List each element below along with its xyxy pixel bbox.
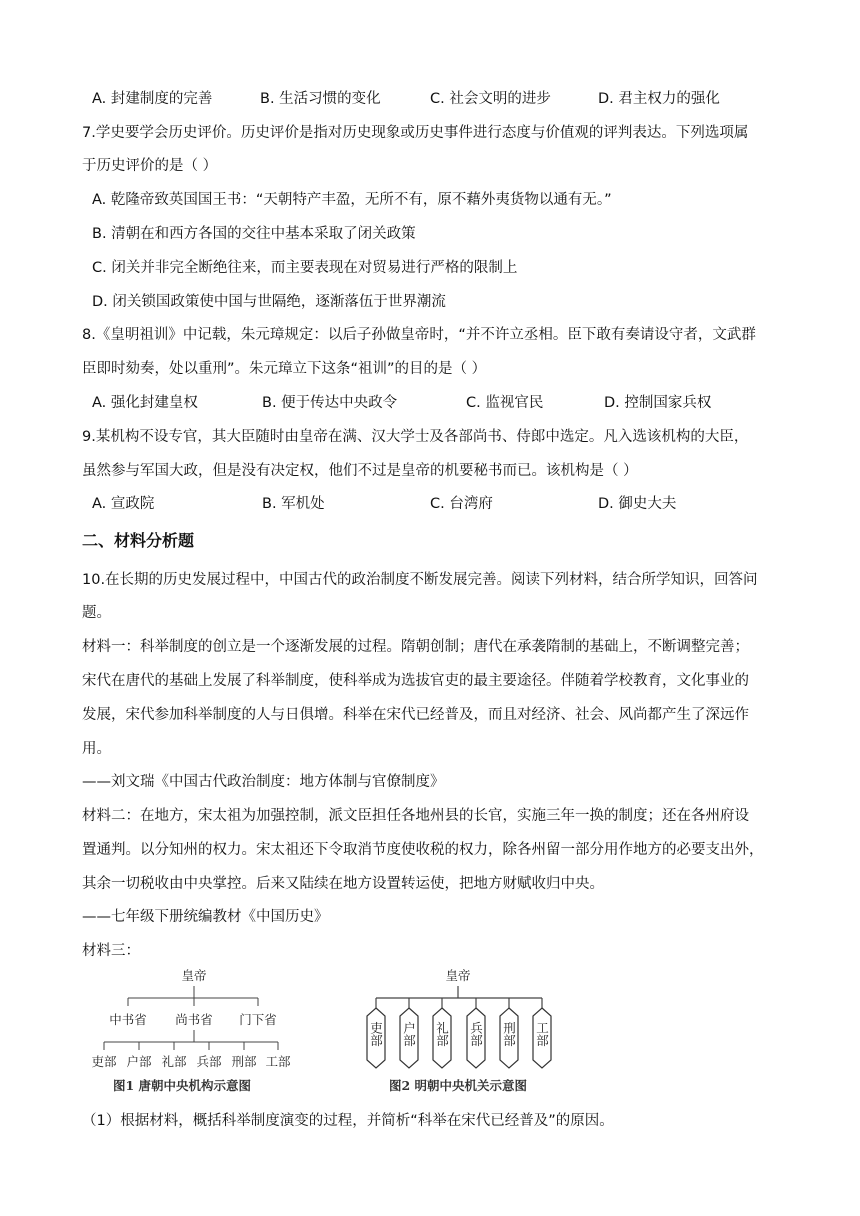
fig2-box-label: 兵部 xyxy=(468,1021,484,1047)
material1-source: ——刘文瑞《中国古代政治制度：地方体制与官僚制度》 xyxy=(82,774,445,790)
tang-structure-diagram xyxy=(82,966,312,1102)
fig1-bottom-node: 工部 xyxy=(265,1054,291,1069)
q7-option-a: A. 乾隆帝致英国国王书：“天朝特产丰盈，无所不有，原不藉外夷货物以通有无。” xyxy=(92,192,612,208)
q6-option-a: A. 封建制度的完善 xyxy=(92,91,213,107)
fig2-top-node: 皇帝 xyxy=(445,968,471,983)
material2-source: ——七年级下册统编教材《中国历史》 xyxy=(82,909,329,925)
q8-option-a: A. 强化封建皇权 xyxy=(92,395,198,411)
q7-option-d: D. 闭关锁国政策使中国与世隔绝，逐渐落伍于世界潮流 xyxy=(92,294,446,310)
section-heading: 二、材料分析题 xyxy=(82,531,195,550)
q8-stem-line2: 臣即时劾奏，处以重刑”。朱元璋立下这条“祖训”的目的是（ ） xyxy=(82,361,487,377)
fig1-bottom-node: 兵部 xyxy=(196,1054,222,1069)
q9-option-a: A. 宣政院 xyxy=(92,496,155,512)
fig2-box-label: 工部 xyxy=(534,1021,550,1047)
q9-option-b: B. 军机处 xyxy=(262,496,325,512)
q9-stem-line2: 虽然参与军国大政，但是没有决定权，他们不过是皇帝的机要秘书而已。该机构是（ ） xyxy=(82,463,638,479)
q8-option-d: D. 控制国家兵权 xyxy=(604,395,712,411)
q6-option-c: C. 社会文明的进步 xyxy=(430,91,551,107)
q8-stem-line1: 8.《皇明祖训》中记载，朱元璋规定：以后子孙做皇帝时，“并不许立丞相。臣下敢有奏请设守者，文武群 xyxy=(82,327,756,343)
q10-subquestion-1: （1）根据材料，概括科举制度演变的过程，并简析“科举在宋代已经普及”的原因。 xyxy=(82,1113,614,1129)
fig1-bottom-node: 礼部 xyxy=(161,1054,187,1069)
material2-line3: 其余一切税收由中央掌控。后来又陆续在地方设置转运使，把地方财赋收归中央。 xyxy=(82,876,604,892)
fig1-caption: 图1 唐朝中央机构示意图 xyxy=(112,1078,252,1093)
q10-stem-line2: 题。 xyxy=(82,605,111,621)
material3-label: 材料三： xyxy=(82,943,140,959)
fig1-top-node: 皇帝 xyxy=(181,968,207,983)
q7-option-b: B. 清朝在和西方各国的交往中基本采取了闭关政策 xyxy=(92,226,416,242)
material1-line3: 发展，宋代参加科举制度的人与日俱增。科举在宋代已经普及，而且对经济、社会、风尚都产生了深远作 xyxy=(82,707,749,723)
fig2-box-label: 刑部 xyxy=(501,1021,517,1047)
q9-option-d: D. 御史大夫 xyxy=(598,496,677,512)
q6-option-b: B. 生活习惯的变化 xyxy=(260,91,381,107)
fig2-caption: 图2 明朝中央机关示意图 xyxy=(388,1078,528,1093)
fig1-bottom-node: 吏部 xyxy=(91,1054,117,1069)
fig2-box-label: 户部 xyxy=(401,1021,417,1047)
fig1-bottom-node: 户部 xyxy=(126,1054,152,1069)
q8-option-c: C. 监视官民 xyxy=(466,395,544,411)
q7-stem-line2: 于历史评价的是（ ） xyxy=(82,158,218,174)
material1-line2: 宋代在唐代的基础上发展了科举制度，使科举成为选拔官吏的最主要途径。伴随着学校教育，文化事业的 xyxy=(82,673,749,689)
fig1-mid-node: 中书省 xyxy=(109,1012,147,1027)
fig1-bottom-node: 刑部 xyxy=(231,1054,257,1069)
material1-line4: 用。 xyxy=(82,741,111,757)
q8-option-b: B. 便于传达中央政令 xyxy=(262,395,398,411)
material1-line1: 材料一：科举制度的创立是一个逐渐发展的过程。隋朝创制；唐代在承袭隋制的基础上，不断调整完善； xyxy=(82,639,749,655)
q9-stem-line1: 9.某机构不设专官，其大臣随时由皇帝在满、汉大学士及各部尚书、侍郎中选定。凡入选该机构的大臣， xyxy=(82,429,749,445)
ming-structure-diagram xyxy=(356,966,570,1102)
q9-option-c: C. 台湾府 xyxy=(430,496,493,512)
q7-stem-line1: 7.学史要学会历史评价。历史评价是指对历史现象或历史事件进行态度与价值观的评判表达。下列选项属 xyxy=(82,125,749,141)
fig1-mid-node: 尚书省 xyxy=(175,1012,213,1027)
q6-option-d: D. 君主权力的强化 xyxy=(598,91,720,107)
fig1-mid-node: 门下省 xyxy=(239,1012,277,1027)
q7-option-c: C. 闭关并非完全断绝往来，而主要表现在对贸易进行严格的限制上 xyxy=(92,260,518,276)
material2-line2: 置通判。以分知州的权力。宋太祖还下令取消节度使收税的权力，除各州留一部分用作地方的必要支出外， xyxy=(82,842,764,858)
q10-stem-line1: 10.在长期的历史发展过程中，中国古代的政治制度不断发展完善。阅读下列材料，结合所学知识，回答问 xyxy=(82,572,758,588)
fig2-box-label: 礼部 xyxy=(434,1021,450,1047)
material2-line1: 材料二：在地方，宋太祖为加强控制，派文臣担任各地州县的长官，实施三年一换的制度；还在各州府设 xyxy=(82,808,749,824)
fig2-box-label: 吏部 xyxy=(368,1021,384,1047)
